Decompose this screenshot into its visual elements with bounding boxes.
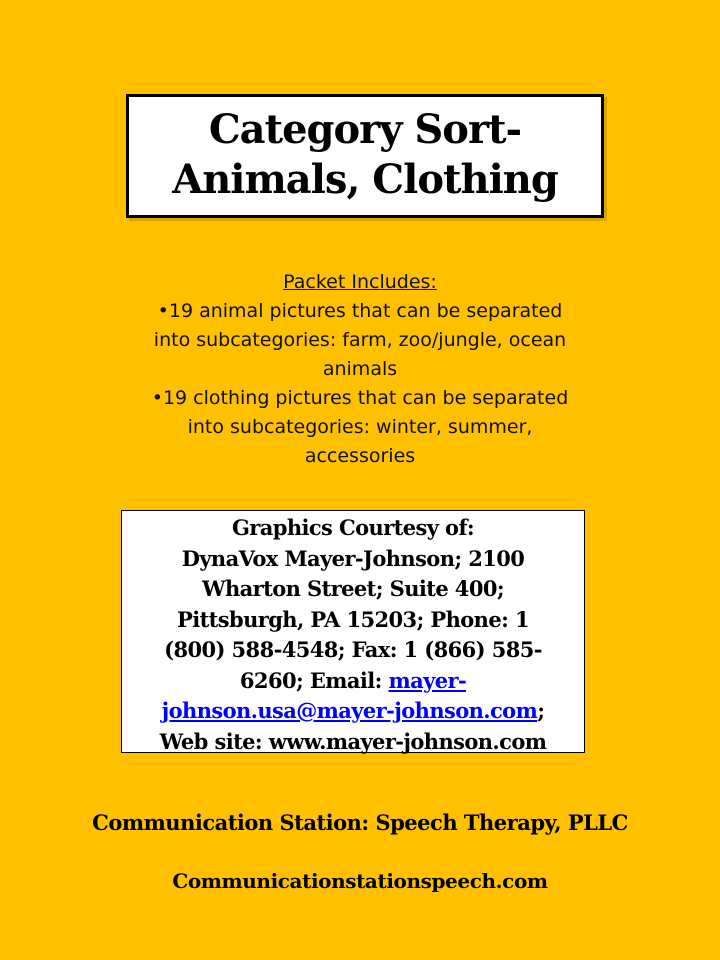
email-label: 6260; Email: bbox=[239, 667, 389, 693]
credits-line-email-cont bbox=[122, 696, 584, 727]
footer-website: Communicationstationspeech.com bbox=[172, 869, 548, 893]
email-link-part-2[interactable]: johnson.usa@mayer-johnson.com bbox=[161, 698, 538, 723]
packet-line: accessories bbox=[304, 445, 416, 467]
title-line-1: Category Sort- bbox=[208, 106, 522, 153]
credits-box bbox=[121, 510, 585, 753]
packet-line: •19 animal pictures that can be separated bbox=[157, 300, 563, 322]
packet-line: into subcategories: farm, zoo/jungle, ocean bbox=[153, 329, 567, 351]
email-link-part-1[interactable]: mayer- bbox=[388, 667, 467, 693]
title-box bbox=[126, 94, 604, 218]
footer-company: Communication Station: Speech Therapy, PLLC bbox=[92, 810, 628, 835]
title-line-2: Animals, Clothing bbox=[172, 156, 558, 203]
credits-line: Wharton Street; Suite 400; bbox=[202, 576, 504, 601]
credits-line: (800) 588-4548; Fax: 1 (866) 585- bbox=[164, 637, 542, 662]
credits-line: Graphics Courtesy of: bbox=[231, 515, 475, 540]
packet-includes bbox=[130, 268, 590, 471]
packet-line: into subcategories: winter, summer, bbox=[187, 416, 533, 438]
credits-line-website: Web site: www.mayer-johnson.com bbox=[159, 728, 547, 754]
credits-line: DynaVox Mayer-Johnson; 2100 bbox=[181, 545, 525, 571]
packet-heading: Packet Includes: bbox=[283, 271, 437, 293]
email-separator: ; bbox=[537, 698, 545, 723]
credits-line: Pittsburgh, PA 15203; Phone: 1 bbox=[177, 606, 529, 632]
credits-line-email bbox=[122, 666, 584, 697]
packet-line: •19 clothing pictures that can be separated bbox=[151, 387, 569, 409]
packet-line: animals bbox=[322, 358, 398, 380]
